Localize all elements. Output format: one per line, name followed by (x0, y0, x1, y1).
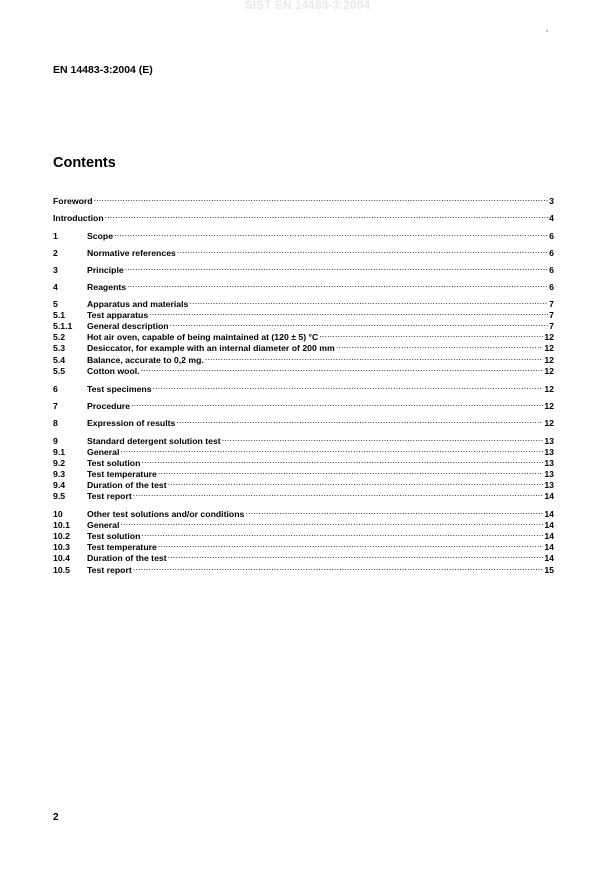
toc-leader-dots (177, 245, 548, 256)
toc-entry-page: 14 (544, 520, 554, 530)
toc-entry[interactable] (53, 210, 554, 221)
toc-entry[interactable] (53, 329, 554, 340)
toc-leader-dots (114, 228, 548, 239)
toc-entry-title: Standard detergent solution test (87, 436, 221, 446)
toc-entry-title: Reagents (87, 282, 127, 292)
toc-entry-title: Expression of results (87, 418, 176, 428)
toc-entry-page: 7 (549, 321, 554, 331)
toc-entry[interactable] (53, 279, 554, 290)
toc-entry-page: 12 (544, 355, 554, 365)
toc-entry-number: 9.5 (53, 491, 66, 501)
toc-entry-title: Introduction (53, 213, 104, 223)
toc-leader-dots (189, 296, 548, 307)
toc-leader-dots (141, 455, 543, 466)
toc-entry-title: Test report (87, 565, 132, 575)
toc-entry-title: Balance, accurate to 0,2 mg. (87, 355, 204, 365)
toc-leader-dots (176, 415, 543, 426)
toc-entry-title: Test temperature (87, 469, 157, 479)
toc-entry-number: 5.3 (53, 343, 66, 353)
toc-entry-number: 5.5 (53, 366, 66, 376)
toc-entry-number: 10.5 (53, 565, 70, 575)
toc-entry-title: Cotton wool. (87, 366, 140, 376)
toc-leader-dots (133, 488, 544, 499)
toc-entry-page: 6 (549, 248, 554, 258)
toc-entry-page: 15 (544, 565, 554, 575)
toc-entry[interactable] (53, 528, 554, 539)
toc-entry-number: 7 (53, 401, 58, 411)
toc-entry-number: 10.2 (53, 531, 70, 541)
toc-entry-title: Desiccator, for example with an internal diameter of 200 mm (87, 343, 335, 353)
toc-entry[interactable] (53, 466, 554, 477)
toc-entry-page: 13 (544, 436, 554, 446)
toc-entry-number: 2 (53, 248, 58, 258)
toc-entry-page: 12 (544, 401, 554, 411)
toc-leader-dots (120, 517, 543, 528)
toc-entry-number: 5.1 (53, 310, 66, 320)
toc-entry-page: 6 (549, 282, 554, 292)
toc-entry[interactable] (53, 352, 554, 363)
toc-entry-title: Scope (87, 231, 114, 241)
toc-leader-dots (141, 528, 543, 539)
toc-entry-number: 9.4 (53, 480, 66, 490)
toc-entry[interactable] (53, 381, 554, 392)
toc-entry[interactable] (53, 228, 554, 239)
toc-leader-dots (105, 210, 548, 221)
toc-entry-number: 5.1.1 (53, 321, 73, 331)
toc-entry-title: Procedure (87, 401, 130, 411)
toc-leader-dots (336, 340, 544, 351)
toc-entry-page: 6 (549, 231, 554, 241)
toc-entry[interactable] (53, 517, 554, 528)
toc-entry-number: 5.2 (53, 332, 66, 342)
toc-entry-page: 12 (544, 418, 554, 428)
toc-entry-title: Hot air oven, capable of being maintained at (120 ± 5) °C (87, 332, 319, 342)
toc-entry-number: 1 (53, 231, 58, 241)
toc-entry[interactable] (53, 444, 554, 455)
toc-entry-page: 14 (544, 491, 554, 501)
toc-leader-dots (158, 466, 543, 477)
toc-entry-number: 9 (53, 436, 58, 446)
toc-leader-dots (319, 329, 543, 340)
toc-leader-dots (133, 562, 544, 573)
toc-leader-dots (149, 307, 548, 318)
toc-entry-page: 3 (549, 196, 554, 206)
toc-entry-number: 5.4 (53, 355, 66, 365)
toc-entry-page: 13 (544, 469, 554, 479)
toc-leader-dots (170, 318, 549, 329)
contents-heading: Contents (53, 155, 116, 171)
toc-entry[interactable] (53, 562, 554, 573)
toc-entry-page: 6 (549, 265, 554, 275)
toc-entry-number: 10.1 (53, 520, 70, 530)
toc-leader-dots (141, 363, 544, 374)
toc-entry-page: 7 (549, 310, 554, 320)
toc-entry-page: 4 (549, 213, 554, 223)
toc-entry-title: Foreword (53, 196, 93, 206)
toc-entry[interactable] (53, 262, 554, 273)
toc-leader-dots (245, 506, 543, 517)
toc-entry-page: 13 (544, 458, 554, 468)
toc-entry-title: Normative references (87, 248, 176, 258)
document-id: EN 14483-3:2004 (E) (53, 64, 153, 76)
toc-entry-number: 10 (53, 509, 63, 519)
toc-entry[interactable] (53, 539, 554, 550)
toc-entry[interactable] (53, 340, 554, 351)
toc-leader-dots (168, 477, 544, 488)
toc-entry-number: 10.3 (53, 542, 70, 552)
toc-entry-page: 12 (544, 332, 554, 342)
toc-entry-page: 14 (544, 553, 554, 563)
toc-leader-dots (125, 262, 548, 273)
toc-entry-title: Test solution (87, 531, 141, 541)
toc-entry[interactable] (53, 363, 554, 374)
toc-leader-dots (94, 193, 549, 204)
toc-leader-dots (153, 381, 544, 392)
toc-leader-dots (131, 398, 543, 409)
toc-leader-dots (120, 444, 543, 455)
toc-entry-page: 12 (544, 366, 554, 376)
toc-entry-number: 9.1 (53, 447, 66, 457)
watermark: SIST EN 14483-3:2004 (244, 0, 371, 12)
toc-entry[interactable] (53, 398, 554, 409)
toc-entry-number: 3 (53, 265, 58, 275)
toc-entry-number: 9.2 (53, 458, 66, 468)
toc-entry[interactable] (53, 318, 554, 329)
toc-entry-title: Principle (87, 265, 124, 275)
toc-entry[interactable] (53, 433, 554, 444)
toc-entry[interactable] (53, 488, 554, 499)
toc-entry-number: 8 (53, 418, 58, 428)
toc-entry[interactable] (53, 193, 554, 204)
toc-entry-title: Test temperature (87, 542, 157, 552)
toc-entry-title: Duration of the test (87, 480, 167, 490)
toc-entry-page: 12 (544, 343, 554, 353)
toc-entry-page: 13 (544, 447, 554, 457)
toc-entry[interactable] (53, 455, 554, 466)
toc-entry-title: Apparatus and materials (87, 299, 189, 309)
toc-entry[interactable] (53, 477, 554, 488)
toc-leader-dots (205, 352, 543, 363)
toc-entry-page: 13 (544, 480, 554, 490)
toc-leader-dots (158, 539, 543, 550)
toc-entry-title: Other test solutions and/or conditions (87, 509, 245, 519)
toc-entry-page: 14 (544, 509, 554, 519)
toc-leader-dots (168, 550, 544, 561)
toc-entry[interactable] (53, 550, 554, 561)
toc-entry-title: General description (87, 321, 169, 331)
toc-entry[interactable] (53, 296, 554, 307)
toc-entry-page: 7 (549, 299, 554, 309)
toc-entry-number: 5 (53, 299, 58, 309)
toc-entry-page: 14 (544, 542, 554, 552)
toc-entry[interactable] (53, 506, 554, 517)
corner-mark (546, 30, 548, 32)
toc-entry[interactable] (53, 307, 554, 318)
toc-entry-title: Test specimens (87, 384, 152, 394)
toc-entry-page: 14 (544, 531, 554, 541)
toc-entry-number: 10.4 (53, 553, 70, 563)
toc-entry-title: General (87, 520, 120, 530)
toc-entry-title: Test apparatus (87, 310, 149, 320)
toc-entry-number: 6 (53, 384, 58, 394)
toc-entry-page: 12 (544, 384, 554, 394)
toc-entry-title: Test solution (87, 458, 141, 468)
toc-entry[interactable] (53, 415, 554, 426)
page-number: 2 (53, 812, 59, 823)
toc-entry-title: General (87, 447, 120, 457)
toc-leader-dots (222, 433, 544, 444)
toc-entry-title: Test report (87, 491, 132, 501)
toc-entry-number: 9.3 (53, 469, 66, 479)
toc-entry-title: Duration of the test (87, 553, 167, 563)
toc-entry[interactable] (53, 245, 554, 256)
toc-entry-number: 4 (53, 282, 58, 292)
toc-leader-dots (127, 279, 548, 290)
